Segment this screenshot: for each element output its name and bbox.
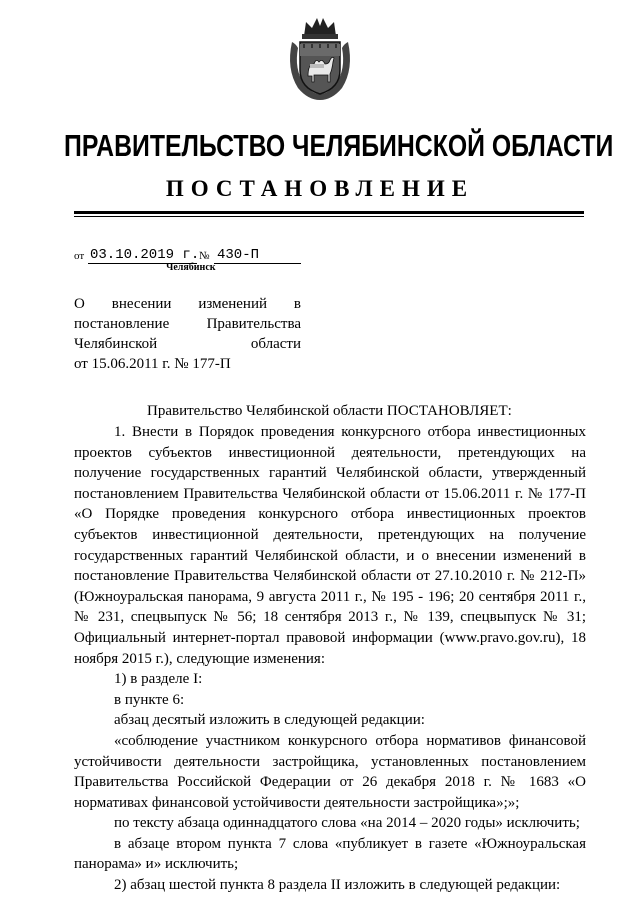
body-paragraph: 2) абзац шестой пункта 8 раздела II изложить в следующей редакции: (114, 877, 561, 894)
header-rule-thin (74, 216, 584, 217)
subject-line: постановление Правительства (74, 316, 301, 332)
body-paragraph: 1) в разделе I: (114, 671, 203, 688)
body-paragraph: по тексту абзаца одиннадцатого слова «на 2014 – 2020 годы» исключить; (114, 815, 580, 832)
body-paragraph: в пункте 6: (114, 691, 185, 708)
document-number: 430-П (214, 247, 301, 264)
document-body (74, 422, 586, 896)
subject-line: Челябинской области (74, 336, 301, 352)
preamble: Правительство Челябинской области ПОСТАНОВЛЯЕТ: (147, 403, 512, 419)
document-date: 03.10.2019 г. (90, 247, 200, 263)
document-type-heading: ПОСТАНОВЛЕНИЕ (165, 176, 475, 201)
body-paragraph: 1. Внести в Порядок проведения конкурсного отбора инвестиционных проектов субъектов инвестиционной деятельности, претендующих на получение государственных гарантий Челябинской области, утвержденный постановлением Правительства Челябинской области от 15.06.2011 г. № 177-П «О Порядке проведения конкурсного отбора инвестиционных проектов субъектов инвестиционной деятельности, претендующих на получение государственных гарантий Челябинской области, и о внесении изменений в постановление Правительства Челябинской области от 27.10.2010 г. № 212-П» (Южноуральская панорама, 9 августа 2011 г., № 195 - 196; 20 сентября 2011 г., № 231, спецвыпуск № 56; 18 сентября 2013 г., № 139, спецвыпуск № 31; Официальный интернет-портал правовой информации (www.pravo.gov.ru), 18 ноября 2015 г.), следующие изменения: (74, 424, 586, 667)
body-paragraph: абзац десятый изложить в следующей редакции: (114, 712, 425, 729)
number-sign: № (199, 250, 210, 262)
header-rule-thick (74, 211, 584, 214)
subject-line: О внесении изменений в (74, 296, 301, 312)
date-prefix: от (74, 250, 85, 262)
coat-of-arms-icon (284, 14, 356, 102)
body-paragraph: в абзаце втором пункта 7 слова «публикует в газете «Южноуральская панорама» и» исключить; (74, 835, 586, 873)
body-paragraph: «соблюдение участником конкурсного отбора нормативов финансовой устойчивости деятельности застройщика, установленных постановлением Правительства Российской Федерации от 26 декабря 2018 г. № 1683 «О нормативах финансовой устойчивости деятельности застройщика»;»; (74, 732, 586, 811)
city-label: Челябинск (166, 262, 216, 273)
subject-line: от 15.06.2011 г. № 177-П (74, 356, 231, 372)
document-subject (74, 294, 301, 374)
organization-title: ПРАВИТЕЛЬСТВО ЧЕЛЯБИНСКОЙ ОБЛАСТИ (64, 128, 614, 163)
